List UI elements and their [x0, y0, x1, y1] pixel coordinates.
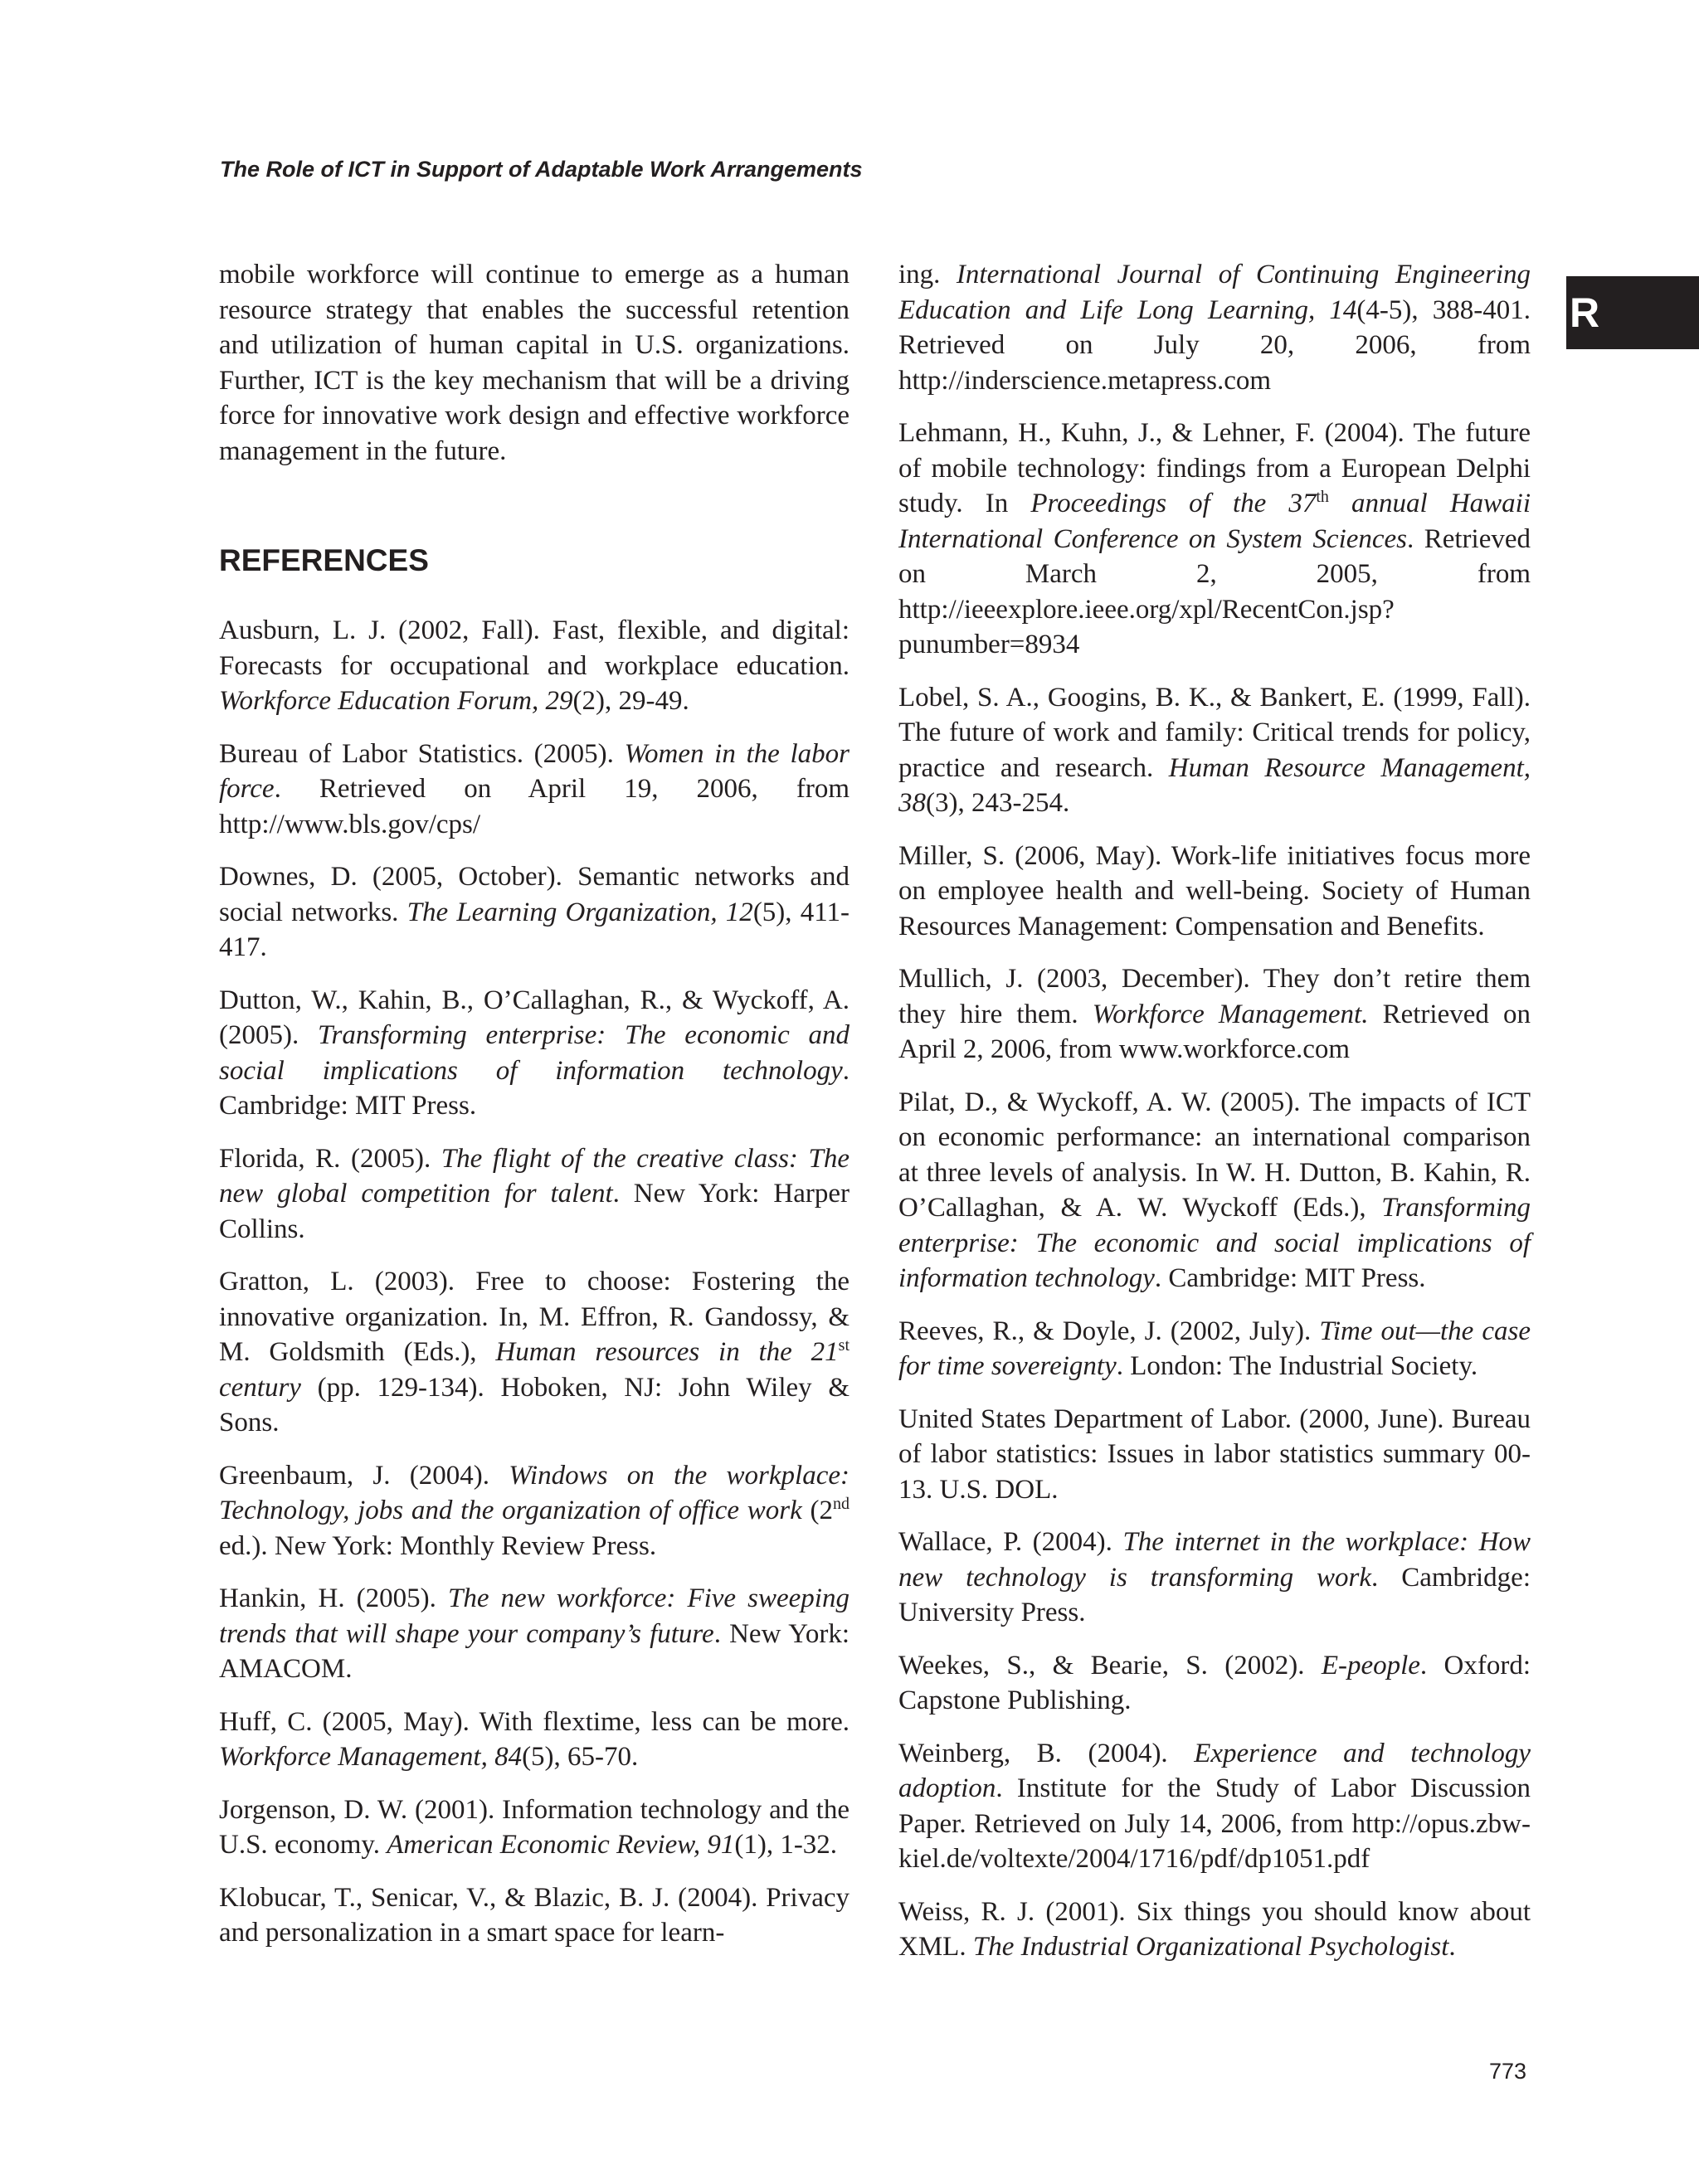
reference-text: Klobucar, T., Senicar, V., & Blazic, B. J. (2004). Privacy and personalization in a smart space for learn- [219, 1882, 850, 1948]
reference-entry [898, 1314, 1531, 1384]
reference-text: Ausburn, L. J. (2002, Fall). Fast, flexible, and digital: Forecasts for occupational and workplace education. [219, 615, 850, 681]
reference-title: The internet in the workplace: How new technology is transforming work [898, 1527, 1531, 1593]
section-tab-letter: R [1570, 289, 1600, 336]
reference-text: Wallace, P. (2004). [898, 1527, 1123, 1557]
reference-entry [219, 1581, 850, 1687]
reference-text: . New York: Harper Collins. [219, 1179, 850, 1244]
reference-entry [898, 1736, 1531, 1877]
reference-entry [898, 839, 1531, 945]
reference-entry [219, 1705, 850, 1775]
reference-title: Transforming enterprise: The economic and social implications of information technology [219, 1020, 850, 1086]
reference-text: Mullich, J. (2003, December). They don’t retire them they hire them. [898, 964, 1531, 1029]
reference-title: E-people [1321, 1650, 1420, 1681]
reference-entry [219, 1141, 850, 1248]
reference-text: . London: The Industrial Society. [1116, 1351, 1478, 1381]
section-tab-marker [1566, 276, 1699, 349]
reference-text: (3), 243-254. [926, 788, 1070, 818]
references-heading: REFERENCES [219, 543, 429, 577]
reference-entry [219, 1458, 850, 1564]
reference-title: The Industrial Organizational Psychologist [972, 1932, 1449, 1962]
reference-superscript: st [838, 1336, 850, 1355]
right-column [898, 257, 1531, 1982]
reference-entry [219, 613, 850, 719]
intro-paragraph: mobile workforce will continue to emerge as a human resource strategy that enables the successful retention and utilization of human capital in U.S. organizations. Further, ICT is the key mechanism that will be a driving force for innovative work design and effective workforce management in the future. [219, 260, 850, 466]
reference-text: . Retrieved on March 2, 2005, from http://ieeexplore.ieee.org/xpl/RecentCon.jsp?punumber=8934 [898, 523, 1531, 659]
reference-text: United States Department of Labor. (2000, June). Bureau of labor statistics: Issues in labor statistics summary 00-13. U.S. DOL. [898, 1403, 1531, 1505]
reference-entry [219, 983, 850, 1124]
reference-title: Windows on the workplace: Technology, jobs and the organization of office work [219, 1460, 850, 1525]
reference-entry [219, 859, 850, 966]
reference-text: . New York: AMACOM. [219, 1618, 850, 1684]
reference-superscript: nd [833, 1495, 850, 1513]
reference-text: (4-5), 388-401. Retrieved on July 20, 2006, from http://inderscience.metapress.com [898, 294, 1531, 396]
reference-title: The flight of the creative class: The new global competition for talent [219, 1143, 850, 1209]
reference-text: Florida, R. (2005). [219, 1143, 441, 1174]
reference-title: International Journal of Continuing Engineering Education and Life Long Learning, 14 [898, 260, 1531, 325]
reference-entry [898, 1402, 1531, 1508]
reference-text: Greenbaum, J. (2004). [219, 1460, 509, 1491]
reference-text: (1), 1-32. [734, 1830, 838, 1860]
reference-title: The Learning Organization, 12 [406, 897, 753, 927]
reference-entry [898, 1085, 1531, 1296]
reference-title: Experience and technology adoption [898, 1738, 1531, 1803]
reference-title: century [219, 1372, 301, 1403]
reference-text: . Cambridge: University Press. [898, 1562, 1531, 1627]
reference-text: . Oxford: Capstone Publishing. [898, 1650, 1531, 1715]
reference-text: Hankin, H. (2005). [219, 1583, 448, 1613]
reference-entry [898, 1525, 1531, 1631]
reference-entry [898, 1648, 1531, 1719]
reference-title: Women in the labor force [219, 738, 850, 804]
reference-text: (2), 29-49. [572, 686, 689, 716]
reference-text: Dutton, W., Kahin, B., O’Callaghan, R., & Wyckoff, A. (2005). [219, 985, 850, 1050]
reference-text: Downes, D. (2005, October). Semantic networks and social networks. [219, 862, 850, 927]
reference-text: Miller, S. (2006, May). Work-life initiatives focus more on employee health and well-being. Society of Human Resources Management: Compensation and Benefits. [898, 840, 1531, 941]
reference-text: Weinberg, B. (2004). [898, 1738, 1195, 1768]
reference-text: (5), 411-417. [219, 897, 850, 962]
reference-text: (pp. 129-134). Hoboken, NJ: John Wiley & Sons. [219, 1372, 850, 1437]
running-head: The Role of ICT in Support of Adaptable Work Arrangements [220, 157, 863, 182]
reference-entry [219, 1264, 850, 1441]
reference-text: Retrieved on April 2, 2006, from www.workforce.com [898, 999, 1531, 1064]
reference-text: . Cambridge: MIT Press. [219, 1055, 850, 1121]
reference-title: Proceedings of the 37 [1030, 489, 1317, 518]
reference-text: . Institute for the Study of Labor Discussion Paper. Retrieved on July 14, 2006, from http://opus.zbw-kiel.de/voltexte/2004/1716/pdf/dp1051.pdf [898, 1773, 1531, 1874]
reference-text: Lehmann, H., Kuhn, J., & Lehner, F. (2004). The future of mobile technology: findings from a European Delphi study. In [898, 418, 1531, 518]
reference-text: (2 [801, 1496, 833, 1525]
reference-text: Jorgenson, D. W. (2001). Information technology and the U.S. economy. [219, 1794, 850, 1860]
reference-superscript: th [1316, 488, 1329, 506]
reference-title: Workforce Education Forum, 29 [219, 686, 573, 716]
reference-text: Weekes, S., & Bearie, S. (2002). [898, 1650, 1322, 1681]
reference-text: Huff, C. (2005, May). With flextime, less can be more. [219, 1706, 850, 1737]
reference-title: Workforce Management. [1092, 999, 1369, 1029]
reference-title: Transforming enterprise: The economic and social implications of information technology [898, 1193, 1531, 1293]
reference-title: Human resources in the 21 [495, 1337, 839, 1367]
reference-title: Time out—the case for time sovereignty [898, 1316, 1531, 1381]
reference-text: (5), 65-70. [522, 1742, 639, 1772]
page-number: 773 [1489, 2059, 1527, 2084]
reference-entry [898, 680, 1531, 821]
reference-text: Pilat, D., & Wyckoff, A. W. (2005). The impacts of ICT on economic performance: an international comparison at three levels of analysis. In W. H. Dutton, B. Kahin, R. O’Callaghan, & A. W. Wyckoff (Eds.), [898, 1087, 1531, 1223]
reference-text: Gratton, L. (2003). Free to choose: Fostering the innovative organization. In, M. Effron, R. Gandossy, & M. Goldsmith (Eds.), [219, 1267, 850, 1367]
reference-entry [219, 1880, 850, 1951]
reference-entry [898, 416, 1531, 663]
reference-title: American Economic Review, 91 [387, 1830, 735, 1860]
reference-entry [219, 737, 850, 843]
left-column [219, 257, 850, 1968]
reference-text: Lobel, S. A., Googins, B. K., & Bankert, E. (1999, Fall). The future of work and family: Critical trends for policy, practice and research. [898, 682, 1531, 783]
reference-title: annual Hawaii International Conference on System Sciences [898, 489, 1531, 554]
reference-list-left [219, 613, 850, 1951]
reference-text: Bureau of Labor Statistics. (2005). [219, 738, 625, 769]
reference-entry [898, 257, 1531, 398]
reference-entry [219, 1792, 850, 1863]
reference-entry [898, 961, 1531, 1068]
reference-title: The new workforce: Five sweeping trends that will shape your company’s future [219, 1583, 850, 1649]
reference-text: . Cambridge: MIT Press. [1154, 1263, 1426, 1293]
reference-text: Reeves, R., & Doyle, J. (2002, July). [898, 1316, 1320, 1346]
reference-text: . [1448, 1932, 1456, 1962]
reference-title: Human Resource Management, 38 [898, 752, 1531, 818]
reference-text: Weiss, R. J. (2001). Six things you should know about XML. [898, 1896, 1531, 1962]
reference-text: . Retrieved on April 19, 2006, from http://www.bls.gov/cps/ [219, 774, 850, 839]
reference-entry [898, 1895, 1531, 1965]
reference-list-right [898, 257, 1531, 1965]
reference-text: ing. [898, 260, 957, 289]
reference-title: Workforce Management, 84 [219, 1742, 523, 1772]
reference-text: ed.). New York: Monthly Review Press. [219, 1530, 657, 1561]
